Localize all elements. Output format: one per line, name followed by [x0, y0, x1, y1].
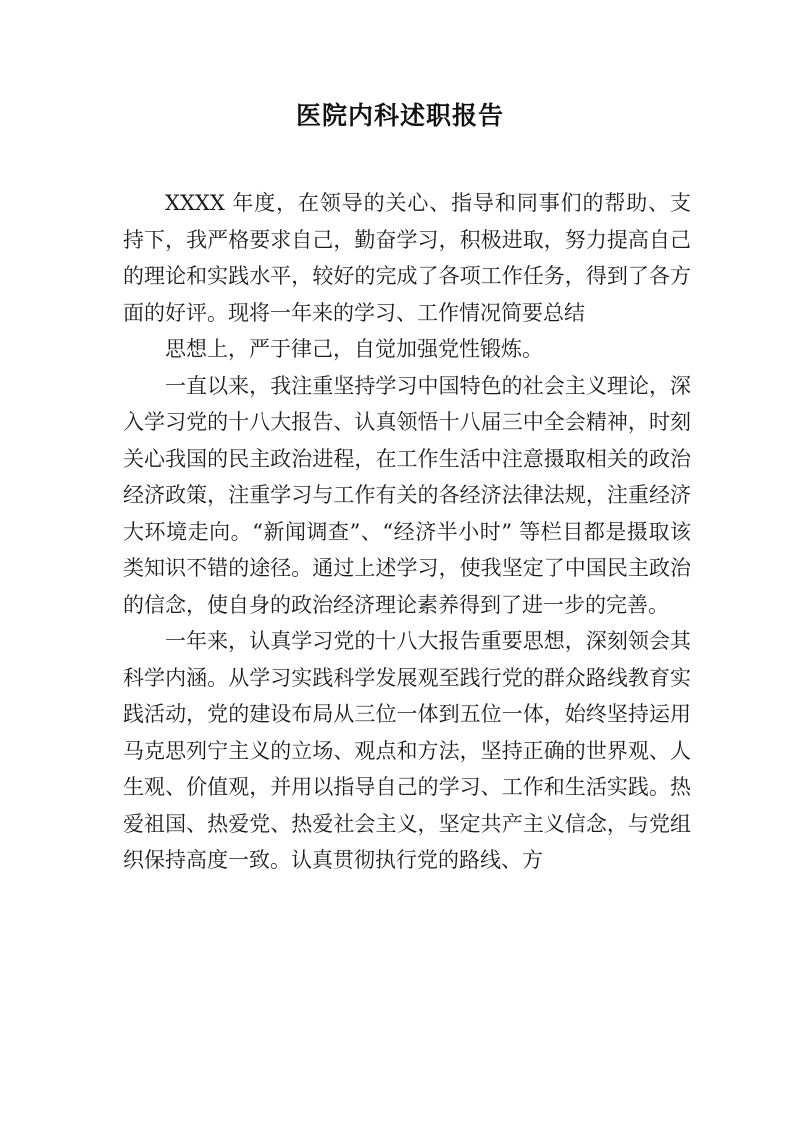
paragraph-theory-study: 一直以来，我注重坚持学习中国特色的社会主义理论，深入学习党的十八大报告、认真领悟十八届三中全会精神，时刻关心我国的民主政治进程，在工作生活中注意摄取相关的政治经济政策，注重学习与工作有关的各经济法律法规，注重经济大环境走向。“新闻调查”、“经济半小时” 等栏目都是摄取该类知识不错的途径。通过上述学习，使我坚定了中国民主政治的信念，使自身的政治经济理论素养得到了进一步的完善。 [123, 373, 691, 617]
document-title: 医院内科述职报告 [295, 101, 504, 130]
paragraph-party-report-study: 一年来，认真学习党的十八大报告重要思想，深刻领会其科学内涵。从学习实践科学发展观至践行党的群众路线教育实践活动，党的建设布局从三位一体到五位一体，始终坚持运用马克思列宁主义的立场、观点和方法，坚持正确的世界观、人生观、价值观，并用以指导自己的学习、工作和生活实践。热爱祖国、热爱党、热爱社会主义，坚定共产主义信念，与党组织保持高度一致。认真贯彻执行党的路线、方 [123, 629, 691, 872]
document-body [123, 185, 691, 879]
paragraph-ideology-heading: 思想上，严于律己，自觉加强党性锻炼。 [165, 337, 543, 361]
paragraph-intro: XXXX 年度，在领导的关心、指导和同事们的帮助、支持下，我严格要求自己，勤奋学习，积极进取，努力提高自己的理论和实践水平，较好的完成了各项工作任务，得到了各方面的好评。现将一年来的学习、工作情况简要总结 [123, 191, 691, 325]
